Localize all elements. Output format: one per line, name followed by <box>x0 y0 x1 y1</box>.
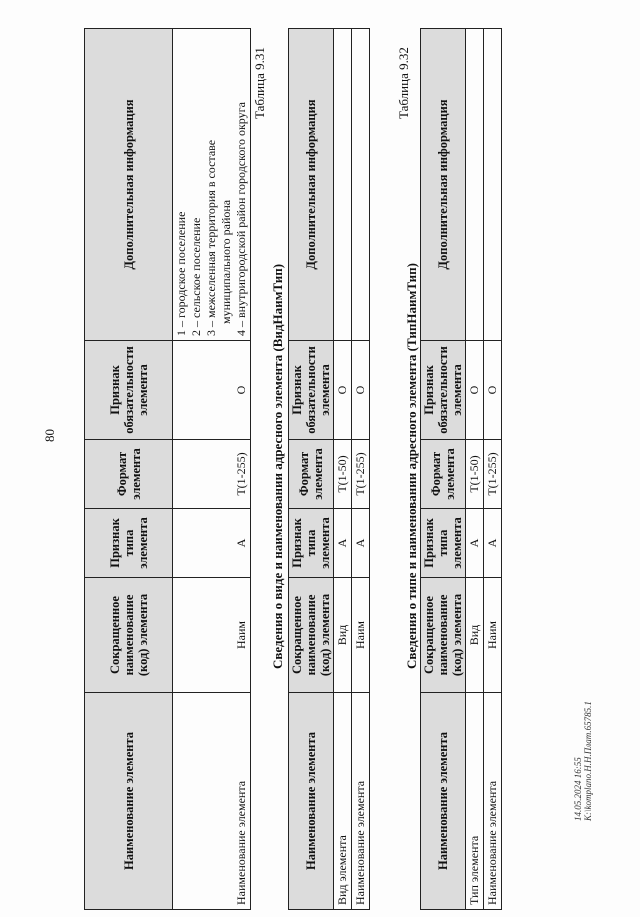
cell-required: О <box>484 341 502 440</box>
header-cell: Дополнительная информация <box>289 29 334 341</box>
table-row <box>173 29 251 910</box>
cell-code: Наим <box>173 578 251 693</box>
header-cell: Дополнительная информация <box>85 29 173 341</box>
cell-code: Вид <box>466 578 484 693</box>
table-header-row <box>421 29 466 910</box>
cell-format: T(1-255) <box>352 440 370 509</box>
cell-info <box>466 29 484 341</box>
cell-code: Наим <box>352 578 370 693</box>
header-cell: Формат элемента <box>421 440 466 509</box>
table-title: Сведения о типе и наименовании адресного элемента (ТипНаимТип) <box>404 263 419 669</box>
footer-line: 14.05.2024 16:55 <box>573 757 583 821</box>
cell-name: Наименование элемента <box>173 693 251 910</box>
cell-format: T(1-50) <box>466 440 484 509</box>
info-line: муниципального района <box>219 199 233 324</box>
header-cell: Признак обязательности элемента <box>421 341 466 440</box>
cell-info <box>352 29 370 341</box>
header-cell: Признак типа элемента <box>421 509 466 578</box>
table-continuation <box>84 28 251 910</box>
table-row <box>484 29 502 910</box>
page-number: 80 <box>42 429 57 442</box>
cell-type: А <box>352 509 370 578</box>
header-cell: Дополнительная информация <box>421 29 466 341</box>
cell-name: Тип элемента <box>466 693 484 910</box>
table-header-row <box>85 29 173 910</box>
cell-type: А <box>334 509 352 578</box>
cell-type: А <box>466 509 484 578</box>
cell-type: А <box>484 509 502 578</box>
header-cell: Формат элемента <box>289 440 334 509</box>
cell-required: О <box>334 341 352 440</box>
table-label: Таблица 9.31 <box>252 47 267 119</box>
cell-name: Наименование элемента <box>484 693 502 910</box>
table-9-31 <box>288 28 370 910</box>
header-cell: Сокращенное наименование (код) элемента <box>289 578 334 693</box>
cell-info <box>334 29 352 341</box>
cell-info <box>173 29 251 341</box>
cell-format: T(1-255) <box>484 440 502 509</box>
header-cell: Наименование элемента <box>421 693 466 910</box>
footer-stamp <box>573 701 593 821</box>
cell-code: Наим <box>484 578 502 693</box>
header-cell: Формат элемента <box>85 440 173 509</box>
info-line: 4 – внутригородской район городского округа <box>234 102 248 336</box>
cell-name: Вид элемента <box>334 693 352 910</box>
cell-name: Наименование элемента <box>352 693 370 910</box>
table-label: Таблица 9.32 <box>396 47 411 119</box>
info-line: 2 – сельское поселение <box>189 217 203 336</box>
table-row <box>334 29 352 910</box>
header-cell: Наименование элемента <box>85 693 173 910</box>
header-cell: Сокращенное наименование (код) элемента <box>85 578 173 693</box>
cell-required: О <box>466 341 484 440</box>
table-header-row <box>289 29 334 910</box>
info-line: 3 – межселенная территория в составе <box>204 139 218 336</box>
table-row <box>466 29 484 910</box>
header-cell: Признак типа элемента <box>85 509 173 578</box>
header-cell: Признак типа элемента <box>289 509 334 578</box>
table-row <box>352 29 370 910</box>
table-9-32 <box>420 28 502 910</box>
cell-type: А <box>173 509 251 578</box>
cell-info <box>484 29 502 341</box>
cell-required: О <box>352 341 370 440</box>
cell-code: Вид <box>334 578 352 693</box>
info-line: 1 – городское поселение <box>174 211 188 336</box>
table-title: Сведения о виде и наименовании адресного элемента (ВидНаимТип) <box>270 263 285 669</box>
header-cell: Сокращенное наименование (код) элемента <box>421 578 466 693</box>
header-cell: Признак обязательности элемента <box>85 341 173 440</box>
header-cell: Наименование элемента <box>289 693 334 910</box>
cell-format: T(1-255) <box>173 440 251 509</box>
cell-format: T(1-50) <box>334 440 352 509</box>
footer-line: К:\komplano.H.H.Плат.65785.1 <box>583 701 593 821</box>
cell-required: О <box>173 341 251 440</box>
header-cell: Признак обязательности элемента <box>289 341 334 440</box>
